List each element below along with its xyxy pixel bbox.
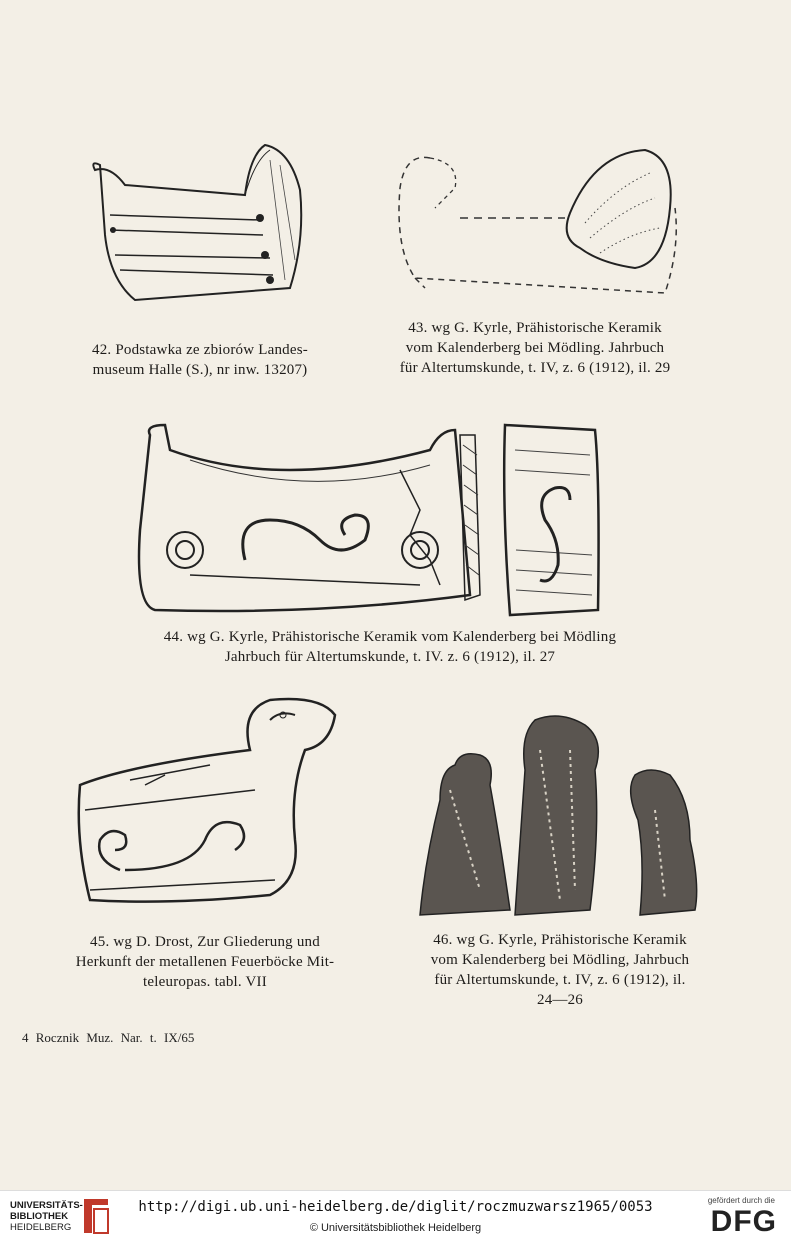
figure-45-drawing [70,690,345,915]
caption-46: 46. wg G. Kyrle, Prähistorische Keramik vom Kalenderberg bei Mödling, Jahrbuch für Altertumskunde, t. IV, z. 6 (1912), il. 24—26 [430,932,690,1008]
caption-43: 43. wg G. Kyrle, Prähistorische Keramik vom Kalenderberg bei Mödling. Jahrbuch für Altertumskunde, t. IV, z. 6 (1912), il. 29 [399,320,671,376]
page-url-link[interactable]: http://digi.ub.uni-heidelberg.de/diglit/roczmuzwarsz1965/0053 [138,1199,653,1215]
figure-42-drawing [85,140,315,310]
caption-45: 45. wg D. Drost, Zur Gliederung und Herkunft der metallenen Feuerböcke Mit- teleuropas. tabl. VII [75,934,335,990]
figure-43-drawing [385,148,685,303]
funder-note: gefördert durch die [707,1196,775,1205]
caption-42: 42. Podstawka ze zbiorów Landes- museum Halle (S.), nr inw. 13207) [92,342,308,378]
page-signature: 4 Rocznik Muz. Nar. t. IX/65 [22,1030,195,1045]
figure-46-drawing [410,710,715,920]
copyright-notice: © Universitätsbibliothek Heidelberg [309,1222,482,1234]
figure-44-drawing [130,410,650,620]
dfg-logo[interactable]: DFG [710,1205,777,1238]
caption-44: 44. wg G. Kyrle, Prähistorische Keramik vom Kalenderberg bei Mödling Jahrbuch für Altertumskunde, t. IV. z. 6 (1912), il. 27 [163,629,617,665]
library-logo-text[interactable]: UNIVERSITÄTS- BIBLIOTHEK HEIDELBERG [10,1200,83,1233]
